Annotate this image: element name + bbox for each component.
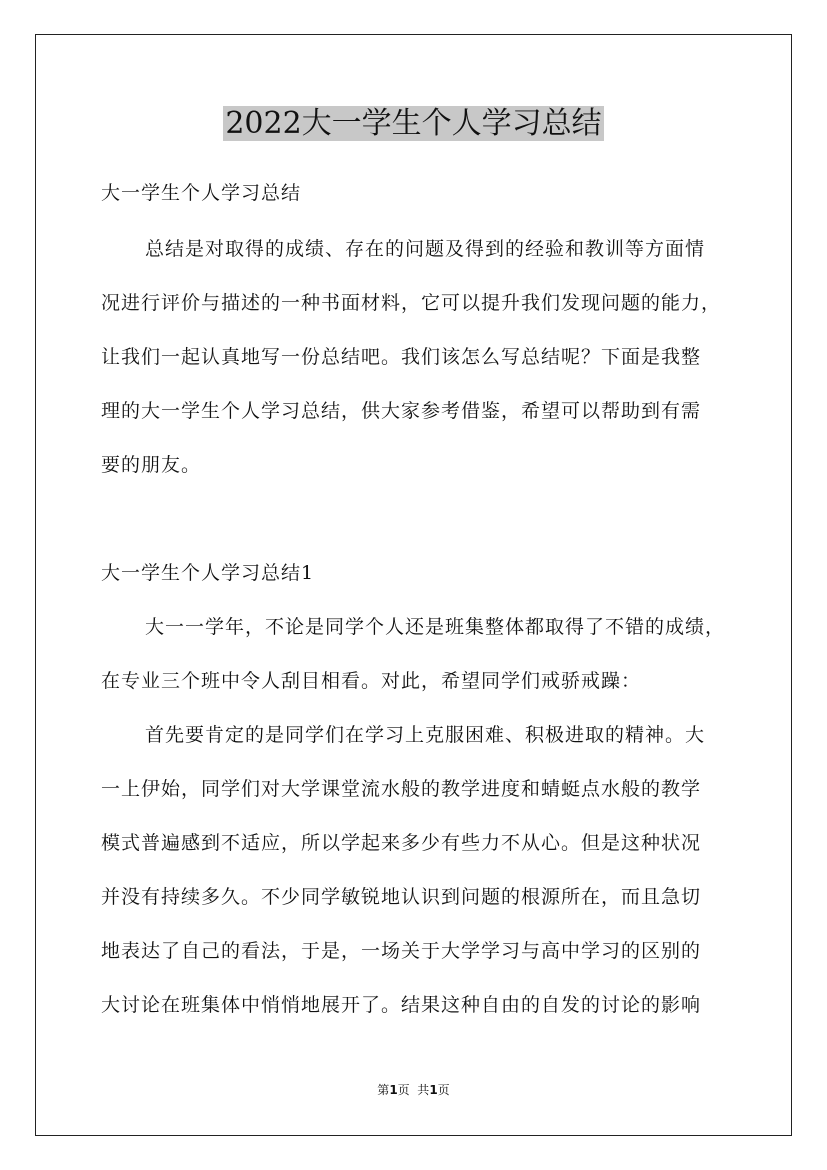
section1-para2-line-3: 模式普遍感到不适应，所以学起来多少有些力不从心。但是这种状况: [101, 832, 702, 854]
section1-para2-line-1: 首先要肯定的是同学们在学习上克服困难、积极进取的精神。大: [145, 724, 706, 746]
section1-para2-line-2: 一上伊始，同学们对大学课堂流水般的教学进度和蜻蜓点水般的教学: [101, 778, 702, 800]
section1-para2-line-4: 并没有持续多久。不少同学敏锐地认识到问题的根源所在，而且急切: [101, 886, 702, 908]
intro-line-5: 要的朋友。: [101, 454, 202, 476]
footer-mid: 页 共: [397, 1083, 430, 1097]
section1-para1-line-2: 在专业三个班中令人刮目相看。对此，希望同学们戒骄戒躁：: [101, 670, 642, 692]
page-footer: [0, 1082, 827, 1098]
footer-page-total: 1: [429, 1083, 438, 1097]
footer-prefix: 第: [377, 1083, 390, 1097]
section1-para1-line-1: 大一一学年，不论是同学个人还是班集整体都取得了不错的成绩，: [145, 616, 726, 638]
intro-line-2: 况进行评价与描述的一种书面材料，它可以提升我们发现问题的能力，: [101, 292, 722, 314]
intro-heading: 大一学生个人学习总结: [101, 182, 302, 204]
document-title: [0, 104, 827, 144]
intro-line-3: 让我们一起认真地写一份总结吧。我们该怎么写总结呢？下面是我整: [101, 346, 702, 368]
section1-para2-line-5: 地表达了自己的看法，于是，一场关于大学学习与高中学习的区别的: [101, 940, 702, 962]
section1-heading: 大一学生个人学习总结1: [101, 562, 315, 584]
document-title-text: 2022大一学生个人学习总结: [225, 106, 602, 141]
footer-page-current: 1: [389, 1083, 398, 1097]
footer-suffix: 页: [437, 1083, 450, 1097]
section1-para2-line-6: 大讨论在班集体中悄悄地展开了。结果这种自由的自发的讨论的影响: [101, 994, 702, 1016]
intro-line-4: 理的大一学生个人学习总结，供大家参考借鉴，希望可以帮助到有需: [101, 400, 702, 422]
intro-line-1: 总结是对取得的成绩、存在的问题及得到的经验和教训等方面情: [145, 238, 706, 260]
